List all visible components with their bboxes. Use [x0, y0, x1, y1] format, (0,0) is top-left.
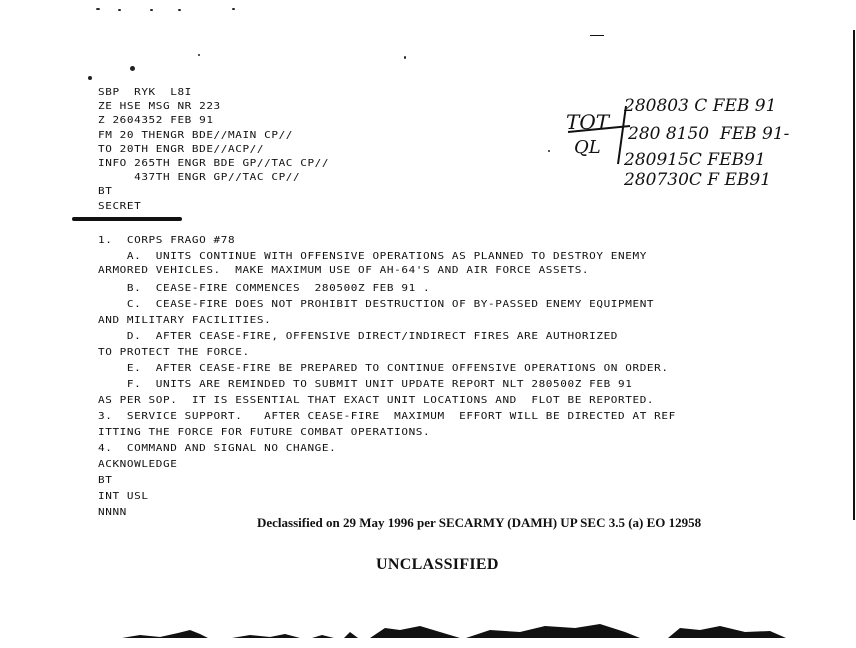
scan-speck: [96, 8, 100, 10]
header-line: TO 20TH ENGR BDE//ACP//: [98, 142, 265, 155]
scan-speck: [404, 56, 406, 59]
top-dash: [590, 35, 604, 36]
scan-speck: [150, 9, 153, 11]
body-line: E. AFTER CEASE-FIRE BE PREPARED TO CONTINUE OFFENSIVE OPERATIONS ON ORDER.: [98, 362, 669, 374]
header-line: FM 20 THENGR BDE//MAIN CP//: [98, 128, 294, 141]
scan-speck: [198, 54, 200, 56]
handwritten-line-4: 280730C F EB91: [624, 170, 772, 190]
body-line: 3. SERVICE SUPPORT. AFTER CEASE-FIRE MAXIMUM EFFORT WILL BE DIRECTED AT REF: [98, 410, 676, 422]
declassification-notice: Declassified on 29 May 1996 per SECARMY (DAMH) UP SEC 3.5 (a) EO 12958: [257, 515, 702, 530]
header-line: SBP RYK L8I: [98, 86, 192, 98]
scan-speck: [118, 9, 121, 11]
handwritten-line-3: 280915C FEB91: [624, 150, 766, 170]
header-line: 437TH ENGR GP//TAC CP//: [98, 171, 301, 183]
body-line: ACKNOWLEDGE: [98, 458, 178, 470]
body-line: INT USL: [98, 490, 149, 502]
body-line: F. UNITS ARE REMINDED TO SUBMIT UNIT UPDATE REPORT NLT 280500Z FEB 91: [98, 378, 633, 390]
body-line: ITTING THE FORCE FOR FUTURE COMBAT OPERATIONS.: [98, 426, 431, 438]
handwritten-ql: QL: [574, 137, 601, 158]
header-line: Z 2604352 FEB 91: [98, 114, 214, 127]
body-line: D. AFTER CEASE-FIRE, OFFENSIVE DIRECT/INDIRECT FIRES ARE AUTHORIZED: [98, 330, 619, 342]
scan-speck: [548, 150, 550, 152]
scan-speck: [232, 8, 235, 10]
body-line: A. UNITS CONTINUE WITH OFFENSIVE OPERATIONS AS PLANNED TO DESTROY ENEMY: [98, 250, 647, 262]
redaction-bar: [72, 217, 182, 221]
body-line: ARMORED VEHICLES. MAKE MAXIMUM USE OF AH-64'S AND AIR FORCE ASSETS.: [98, 264, 590, 276]
scan-speck: [88, 76, 92, 80]
handwritten-line-2: 280 8150 FEB 91-: [628, 124, 790, 144]
header-line: SECRET: [98, 199, 142, 212]
handwritten-line-1: 280803 C FEB 91: [624, 96, 777, 116]
header-line: ZE HSE MSG NR 223: [98, 100, 221, 112]
scan-speck: [178, 9, 181, 11]
body-line: B. CEASE-FIRE COMMENCES 280500Z FEB 91 .: [98, 282, 431, 294]
body-line: 4. COMMAND AND SIGNAL NO CHANGE.: [98, 442, 337, 454]
body-line: TO PROTECT THE FORCE.: [98, 346, 250, 358]
classification-marking: UNCLASSIFIED: [376, 556, 499, 573]
scan-edge-artifact: [0, 618, 856, 648]
body-line: AND MILITARY FACILITIES.: [98, 314, 272, 326]
body-line: 1. CORPS FRAGO #78: [98, 234, 236, 246]
handwritten-tot: TOT: [566, 110, 610, 134]
right-edge-line: [853, 30, 855, 520]
body-line: AS PER SOP. IT IS ESSENTIAL THAT EXACT UNIT LOCATIONS AND FLOT BE REPORTED.: [98, 394, 655, 406]
scan-speck: [130, 66, 135, 71]
header-line: INFO 265TH ENGR BDE GP//TAC CP//: [98, 157, 330, 169]
header-line: BT: [98, 185, 113, 198]
body-line: BT: [98, 474, 113, 486]
body-line: NNNN: [98, 506, 127, 518]
body-line: C. CEASE-FIRE DOES NOT PROHIBIT DESTRUCTION OF BY-PASSED ENEMY EQUIPMENT: [98, 298, 655, 310]
